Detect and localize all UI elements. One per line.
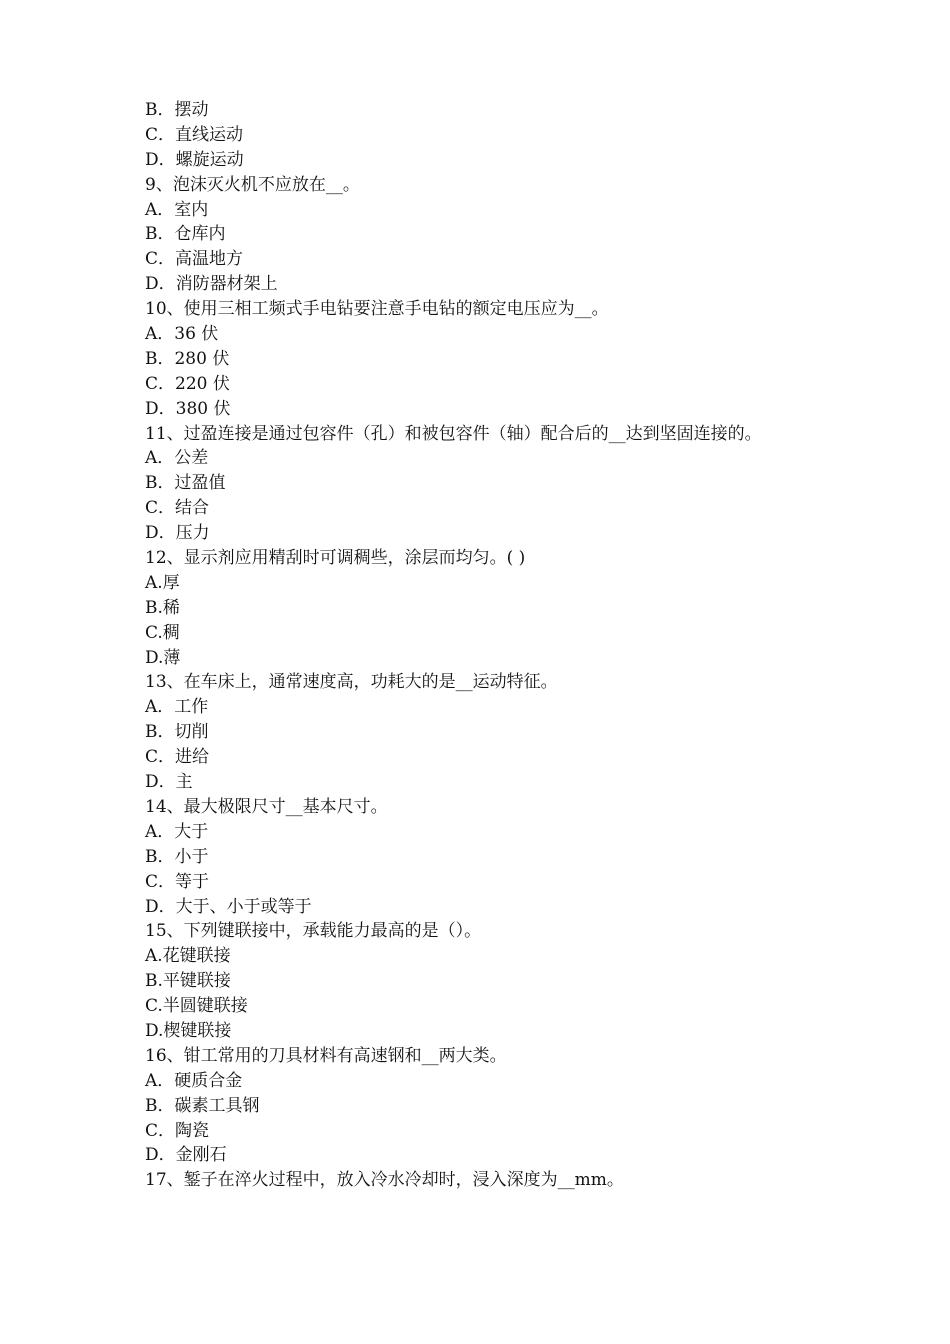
question-16: 16、钳工常用的刀具材料有高速钢和__两大类。	[145, 1045, 507, 1066]
question-13: 13、在车床上，通常速度高，功耗大的是__运动特征。	[145, 672, 558, 693]
text-line: C．陶瓷	[145, 1120, 210, 1141]
text-line: B．切削	[145, 722, 209, 743]
text-line: B．过盈值	[145, 473, 226, 494]
text-line: D．大于、小于或等于	[145, 896, 312, 917]
text-line: A.厚	[145, 572, 180, 593]
text-line: C.稠	[145, 622, 180, 643]
text-line: A．室内	[145, 199, 209, 220]
text-line: D．螺旋运动	[145, 149, 244, 170]
text-line: D．消防器材架上	[145, 274, 278, 295]
question-9: 9、泡沫灭火机不应放在__。	[145, 174, 360, 195]
text-line: D.薄	[145, 647, 181, 668]
text-line: B．仓库内	[145, 224, 226, 245]
question-17: 17、錾子在淬火过程中，放入冷水冷却时，浸入深度为__mm。	[145, 1170, 624, 1191]
text-line: A．硬质合金	[145, 1070, 243, 1091]
text-line: B.平键联接	[145, 971, 231, 992]
question-10: 10、使用三相工频式手电钻要注意手电钻的额定电压应为__。	[145, 299, 609, 320]
text-line: B.稀	[145, 597, 180, 618]
text-line: C．直线运动	[145, 124, 244, 145]
text-line: C．结合	[145, 498, 210, 519]
text-line: A．工作	[145, 697, 209, 718]
text-line: C．进给	[145, 747, 210, 768]
text-line: A．大于	[145, 821, 209, 842]
question-11: 11、过盈连接是通过包容件（孔）和被包容件（轴）配合后的__达到坚固连接的。	[145, 423, 762, 444]
text-line: C．高温地方	[145, 249, 244, 270]
text-line: D.楔键联接	[145, 1020, 232, 1041]
text-line: C．等于	[145, 871, 210, 892]
text-line: D．压力	[145, 523, 210, 544]
text-line: D．主	[145, 772, 193, 793]
text-line: A．公差	[145, 448, 209, 469]
text-line: B．小于	[145, 846, 209, 867]
text-line: A．36 伏	[145, 324, 219, 345]
text-line: C．220 伏	[145, 373, 230, 394]
text-line: B．摆动	[145, 100, 209, 120]
question-14: 14、最大极限尺寸__基本尺寸。	[145, 796, 388, 817]
text-line: D．380 伏	[145, 398, 231, 419]
text-line: A.花键联接	[145, 946, 231, 967]
text-line: D．金刚石	[145, 1145, 227, 1166]
question-12: 12、显示剂应用精刮时可调稠些，涂层而均匀。( )	[145, 548, 526, 569]
text-line: C.半圆键联接	[145, 996, 248, 1017]
text-line: B．280 伏	[145, 348, 230, 369]
question-15: 15、下列键联接中，承载能力最高的是（）。	[145, 921, 482, 942]
document-page	[145, 98, 845, 1193]
text-line: B．碳素工具钢	[145, 1095, 260, 1116]
